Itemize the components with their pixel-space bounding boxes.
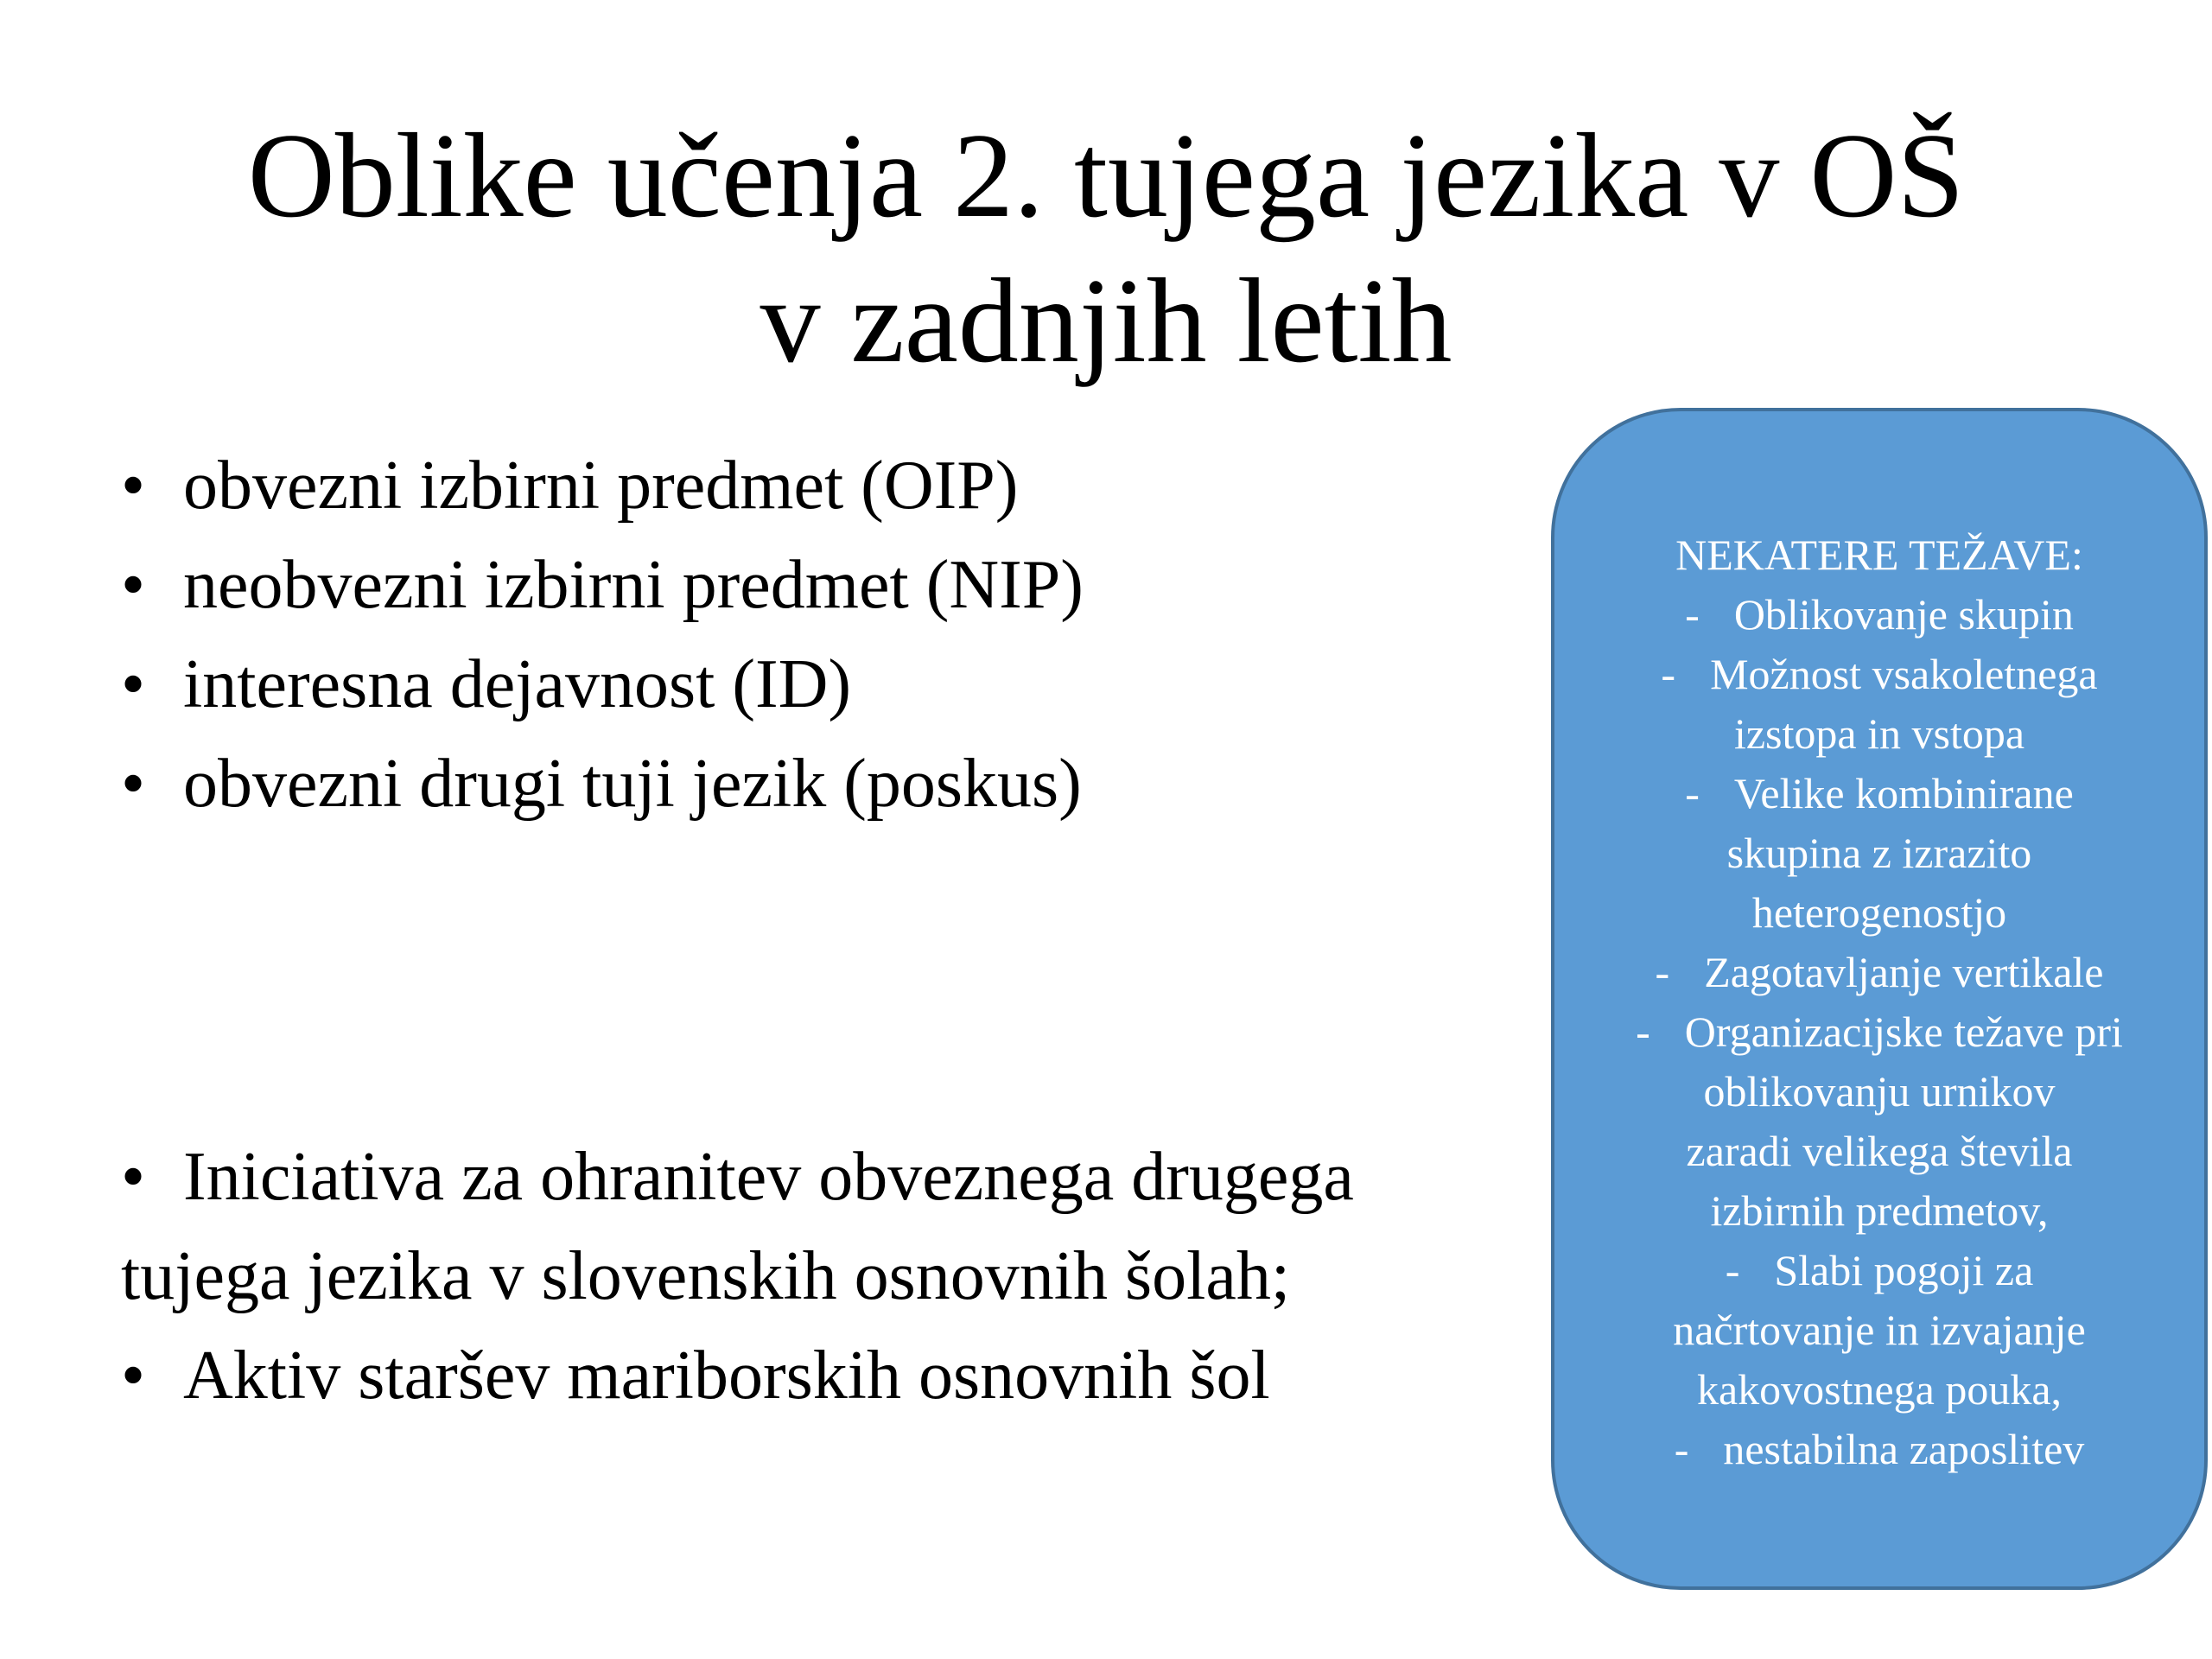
issue-text: izstopa in vstopa xyxy=(1733,709,2025,758)
issue-text: Možnost vsakoletnega xyxy=(1710,650,2098,698)
issue-item xyxy=(1580,1241,2178,1300)
issue-text: Velike kombinirane xyxy=(1733,769,2074,817)
issue-item-continuation xyxy=(1580,1360,2178,1420)
learning-forms-list xyxy=(121,436,1084,834)
initiatives-list xyxy=(121,1128,1583,1426)
issue-item-continuation xyxy=(1580,1122,2178,1181)
dash-marker: - xyxy=(1661,650,1676,698)
dash-marker: - xyxy=(1725,1246,1740,1294)
issue-item xyxy=(1580,585,2178,645)
issue-item xyxy=(1580,645,2178,704)
list-item: • interesna dejavnost (ID) xyxy=(121,635,1084,734)
issues-callout-box xyxy=(1551,408,2208,1590)
issue-text: Oblikovanje skupin xyxy=(1733,590,2074,639)
slide-title-line-2: v zadnjih letih xyxy=(760,254,1452,388)
dash-marker: - xyxy=(1636,1007,1650,1056)
initiative-item-line-1: • Iniciativa za ohranitev obveznega drugega xyxy=(183,1139,1354,1215)
issue-item-continuation xyxy=(1580,1181,2178,1241)
issue-item xyxy=(1580,764,2178,823)
issue-item xyxy=(1580,1420,2178,1479)
issues-heading: NEKATERE TEŽAVE: xyxy=(1675,531,2083,579)
list-item: • obvezni drugi tuji jezik (poskus) xyxy=(121,734,1084,834)
issue-text: načrtovanje in izvajanje xyxy=(1673,1306,2086,1354)
slide-title xyxy=(130,104,2082,394)
initiative-item xyxy=(121,1128,1583,1326)
issue-text: kakovostnega pouka, xyxy=(1696,1365,2063,1414)
issue-text: izbirnih predmetov, xyxy=(1710,1186,2049,1235)
dash-marker: - xyxy=(1674,1425,1689,1473)
issue-text: zaradi velikega števila xyxy=(1686,1127,2073,1175)
issue-text: Slabi pogoji za xyxy=(1774,1246,2034,1294)
dash-marker: - xyxy=(1655,948,1670,996)
issue-item-continuation xyxy=(1580,823,2178,883)
issue-text: Zagotavljanje vertikale xyxy=(1704,948,2104,996)
issue-item xyxy=(1580,943,2178,1002)
issue-item-continuation xyxy=(1580,883,2178,943)
issue-text: oblikovanju urnikov xyxy=(1703,1067,2056,1116)
issue-text: Organizacijske težave pri xyxy=(1684,1007,2123,1056)
initiative-item-line-2: tujega jezika v slovenskih osnovnih šolah; xyxy=(121,1238,1291,1314)
slide-title-line-1: Oblike učenja 2. tujega jezika v OŠ xyxy=(247,109,1965,243)
dash-marker: - xyxy=(1685,769,1700,817)
issue-text: nestabilna zaposlitev xyxy=(1723,1425,2085,1473)
issue-item-continuation xyxy=(1580,1062,2178,1122)
issue-item xyxy=(1580,1002,2178,1062)
dash-marker: - xyxy=(1685,590,1700,639)
list-item: • obvezni izbirni predmet (OIP) xyxy=(121,436,1084,536)
issue-text: skupina z izrazito xyxy=(1726,829,2032,877)
initiative-item: • Aktiv staršev mariborskih osnovnih šol xyxy=(121,1326,1583,1426)
issue-item-continuation xyxy=(1580,704,2178,764)
list-item: • neobvezni izbirni predmet (NIP) xyxy=(121,536,1084,635)
issue-text: heterogenostjo xyxy=(1751,888,2007,937)
issue-item-continuation xyxy=(1580,1300,2178,1360)
issues-content xyxy=(1580,525,2178,1479)
